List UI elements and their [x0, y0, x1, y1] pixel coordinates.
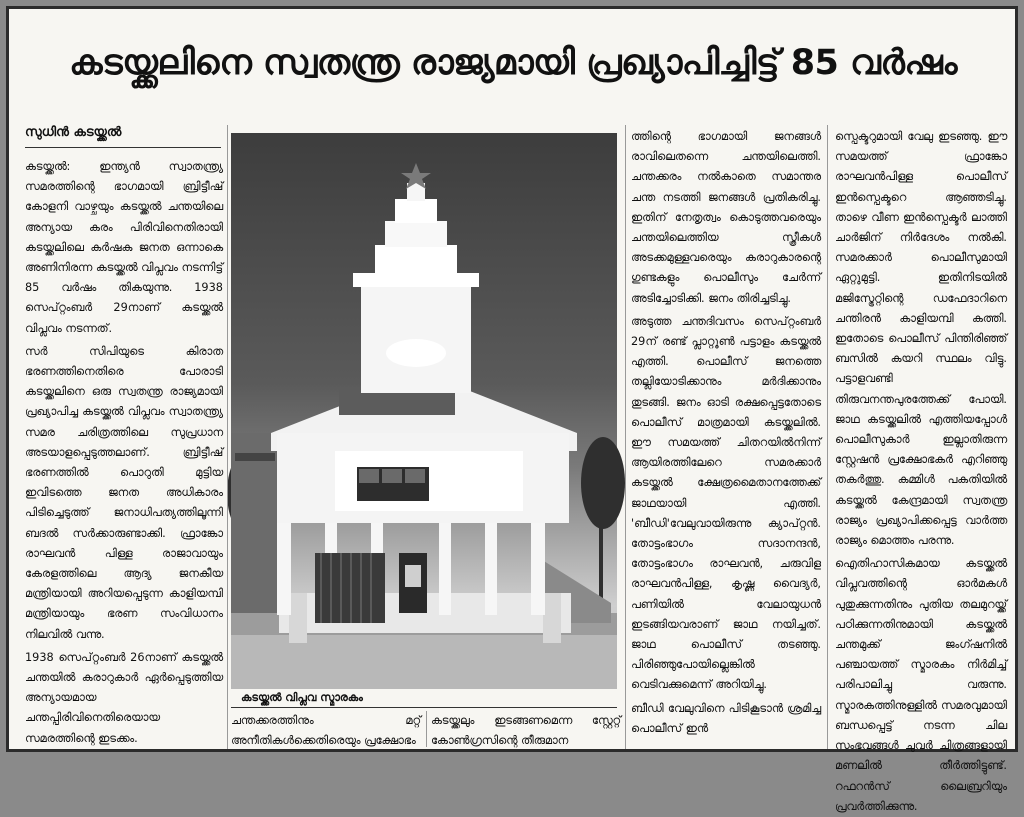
paragraph: അടുത്ത ചന്തദിവസം സെപ്റ്റംബർ 29ന് രണ്ട് പ്ലാറ്റൂൺ പട്ടാളം കടയ്ക്കൽ എത്തി. പൊലീസ് ജനത്തെ തല്ലിയോടിക്കാനും മർദിക്കാനും തുടങ്ങി. ജനം ഓടി രക്ഷപ്പെട്ടതോടെ പൊലീസ് മാത്രമായി കടയ്ക്കലിൽ. ഈ സമയത്ത് ചിതറയിൽനിന്ന് ആയിരത്തിലേറെ സമരക്കാർ കടയ്ക്കൽ ക്ഷേത്രമൈതാനത്തേക്ക് ജാഥയായി എത്തി. 'ബീഡി'വേലുവായിരുന്നു ക്യാപ്റ്റൻ. തോട്ടംഭാഗം സദാനന്ദൻ, തോട്ടംഭാഗം രാഘവൻ, ചരുവിള രാഘവൻപിള്ള, കൃഷ്ണ വൈദ്യർ, പണിയിൽ വേലായുധൻ ഇടങ്ങിയവരാണ് ജാഥ നയിച്ചത്. ജാഥ പൊലീസ് തടഞ്ഞു. പിരിഞ്ഞുപോയില്ലെങ്കിൽ വെടിവക്കുമെന്ന് അറിയിച്ചു. [631, 314, 821, 692]
headline: കടയ്ക്കലിനെ സ്വതന്ത്ര രാജ്യമായി പ്രഖ്യാപിച്ചിട്ട് 85 വർഷം [69, 43, 957, 83]
newspaper-page [6, 6, 1018, 813]
paragraph: കടയ്ക്കൽ: ഇന്ത്യൻ സ്വാതന്ത്ര്യ സമരത്തിന്റെ ഭാഗമായി ബ്രിട്ടീഷ് കോളനി വാഴ്ചയും കടയ്ക്കൽ ചന്തയിലെ അന്യായ കരം പിരിവിനെതിരായി കടയ്ക്കലിലെ കർഷക ജനത ഒന്നാകെ അണിനിരന്ന കടയ്ക്കൽ വിപ്ലവം നടന്നിട്ട് 85 വർഷം തികയുന്നു. 1938 സെപ്റ്റംബർ 29നാണ് കടയ്ക്കൽ വിപ്ലവം നടന്നത്. [25, 160, 223, 335]
article-column-2-right [431, 711, 621, 747]
column-divider [827, 125, 828, 749]
article-column-2-left [231, 711, 421, 747]
paragraph: ഐതിഹാസികമായ കടയ്ക്കൽ വിപ്ലവത്തിന്റെ ഓർമകൾ പുതുക്കുന്നതിനും പുതിയ തലമുറയ്ക്ക് പഠിക്കുന്നതിനുമായി കടയ്ക്കൽ ചന്തമുക്ക് ജംഗ്ഷനിൽ പഞ്ചായത്ത് സ്മാരകം നിർമിച്ച് പരിപാലിച്ചു വരുന്നു. സ്മാരകത്തിനുള്ളിൽ സമരവുമായി ബന്ധപ്പെട്ട് നടന്ന ചില സംഭവങ്ങൾ ചുവർ ചിത്രങ്ങളായി മണലിൽ തീർത്തിട്ടുണ്ട്. റഫറൻസ് ലൈബ്രറിയും പ്രവർത്തിക്കുന്നു. [835, 557, 1007, 813]
paragraph: സർ സിപിയുടെ കിരാത ഭരണത്തിനെതിരെ പോരാടി കടയ്ക്കലിനെ ഒരു സ്വതന്ത്ര രാജ്യമായി പ്രഖ്യാപിച്ച കടയ്ക്കൽ വിപ്ലവം സ്വാതന്ത്ര്യ സമര ചരിത്രത്തിലെ സുപ്രധാന അടയാളപ്പെടുത്തലാണ്. ബ്രിട്ടീഷ് ഭരണത്തിൽ പൊറുതി മുട്ടിയ ഇവിടത്തെ ജനത അധികാരം പിടിച്ചെടുത്ത് ജനാധിപത്യത്തിലൂന്നി ബദൽ സർക്കാരുണ്ടാക്കി. ഫ്രാങ്കോ രാഘവൻ പിള്ള രാജാവായും കേരളത്തിലെ ആദ്യ ജനകീയ മന്ത്രിയായി അറിയപ്പെടുന്ന കാളിയമ്പി മന്ത്രിയായും ഭരണ സംവിധാനം നിലവിൽ വന്നു. [25, 344, 223, 641]
paragraph: ചന്തക്കരത്തിനും മറ്റ് അനീതികൾക്കെതിരെയും പ്രക്ഷോഭം [231, 714, 421, 748]
byline: സുധിൻ കടയ്ക്കൽ [25, 125, 122, 140]
paragraph: സ്പെക്ടറുമായി വേലു ഇടഞ്ഞു. ഈ സമയത്ത് ഫ്രാങ്കോ രാഘവൻപിള്ള പൊലീസ് ഇൻസ്പെക്ടറെ ആഞ്ഞടിച്ചു. താഴെ വീണ ഇൻസ്പെക്ടർ ലാത്തി ചാർജിന് നിർദേശം നൽകി. സമരക്കാർ പൊലീസുമായി ഏറ്റുമുട്ടി. ഇതിനിടയിൽ മജിസ്ട്രേറ്റിന്റെ ഡഫേദാറിനെ ചന്തിരൻ കാളിയമ്പി കത്തി. ഇതോടെ പൊലീസ് പിന്തിരിഞ്ഞ് ബസിൽ കയറി സ്ഥലം വിട്ടു. പട്ടാളവണ്ടി തിരുവനന്തപുരത്തേക്ക് പോയി. ജാഥ കടയ്ക്കലിൽ എത്തിയപ്പോൾ പൊലീസുകാർ ഇല്ലാതിരുന്ന സ്റ്റേഷൻ പ്രക്ഷോഭകർ എറിഞ്ഞു തകർത്തു. കമ്മിൾ പകതിയിൽ കടയ്ക്കൽ കേന്ദ്രമായി സ്വതന്ത്ര രാജ്യം പ്രഖ്യാപിക്കപ്പെട്ട വാർത്ത രാജ്യം മൊത്തം പരന്നു. [835, 130, 1007, 548]
memorial-photo [231, 133, 617, 689]
caption-rule [231, 707, 617, 708]
memorial-illustration [231, 133, 617, 689]
paragraph: 1938 സെപ്റ്റംബർ 26നാണ് കടയ്ക്കൽ ചന്തയിൽ കരാറുകാർ ഏർപ്പെടുത്തിയ അന്യായമായ ചന്തപ്പിരിവിനെതിരെയായ സമരത്തിന്റെ ഇടക്കം. [25, 650, 223, 745]
article-column-1 [25, 157, 223, 747]
column-divider [227, 125, 228, 749]
paragraph: ത്തിന്റെ ഭാഗമായി ജനങ്ങൾ രാവിലെതന്നെ ചന്തയിലെത്തി. ചന്തക്കരം നൽകാതെ സമാന്തര ചന്ത നടത്തി ജനങ്ങൾ പ്രതികരിച്ചു. ഇതിന് നേതൃത്വം കൊടുത്തവരെയും ചന്തയിലെത്തിയ സ്ത്രീകൾ അടക്കമുള്ളവരെയും കരാറുകാരന്റെ ഗുണ്ടകളും പൊലീസും ചേർന്ന് അടിച്ചോടിക്കി. ജനം തിരിച്ചടിച്ചു. [631, 130, 821, 305]
column-divider [625, 125, 626, 749]
byline-rule [25, 147, 221, 148]
paragraph: ബീഡി വേലുവിനെ പിടികൂടാൻ ശ്രമിച്ച പൊലീസ് ഇൻ [631, 701, 821, 735]
article-column-4 [835, 127, 1007, 813]
photo-caption: കടയ്ക്കൽ വിപ്ലവ സ്മാരകം [241, 691, 363, 704]
column-divider [426, 711, 427, 747]
article-column-3 [631, 127, 821, 747]
paragraph: കടയ്ക്കലും ഇടങ്ങണമെന്ന സ്റ്റേറ്റ് കോൺഗ്രസിന്റെ തീരുമാന [431, 714, 621, 748]
